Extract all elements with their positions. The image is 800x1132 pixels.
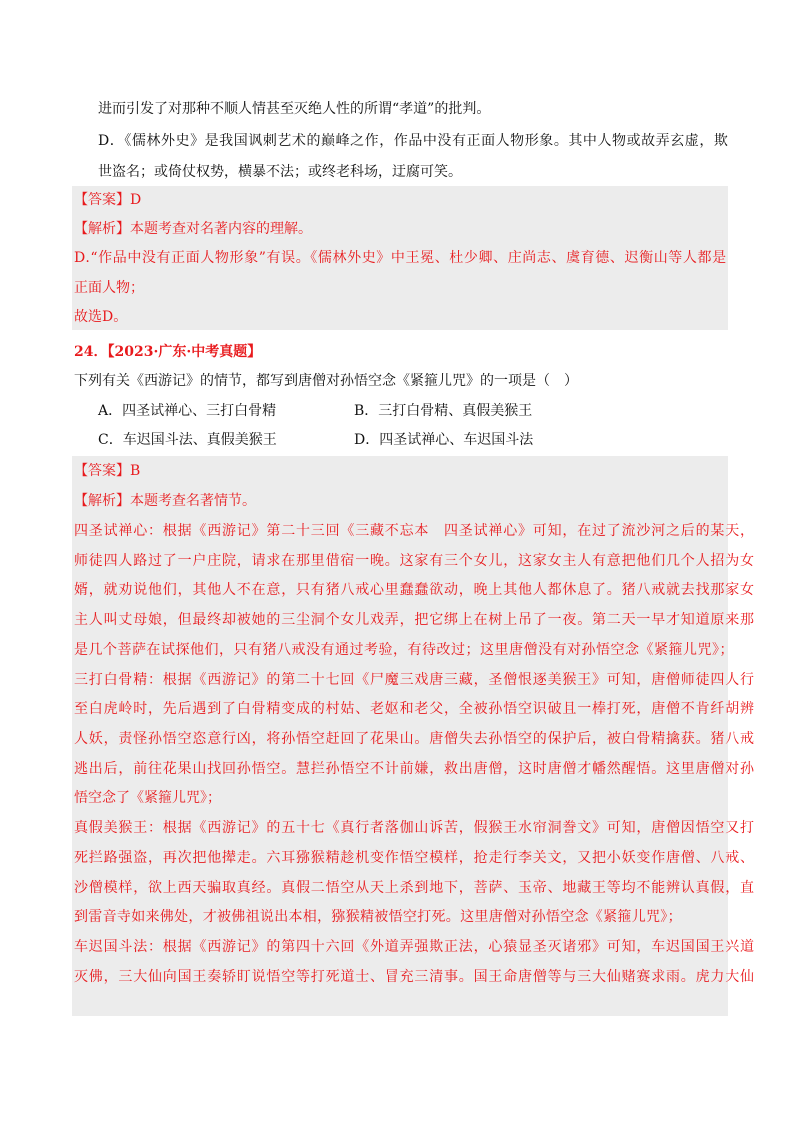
analysis-24-label: 【解析】本题考查名著情节。 — [74, 493, 256, 509]
analysis-23-detail-line2: 正面人物； — [74, 280, 144, 296]
analysis-23-conclusion: 故选D。 — [74, 309, 128, 325]
analysis-24-line: 婿，就劝说他们，其他人不在意，只有猪八戒心里蠢蠢欲动，晚上其他人都休息了。猪八戒就去找那家女 — [74, 582, 755, 598]
analysis-24-line: 是几个菩萨在试探他们，只有猪八戒没有通过考验，有待改过；这里唐僧没有对孙悟空念《紧箍儿咒》； — [74, 642, 734, 658]
analysis-24-line: 到雷音寺如来佛处，才被佛祖说出本相，猕猴精被悟空打死。这里唐僧对孙悟空念《紧箍儿咒》； — [74, 909, 682, 925]
answer-23-label: 【答案】D — [74, 192, 142, 208]
analysis-24-line: 人妖，责怪孙悟空恣意行凶，将孙悟空赶回了花果山。唐僧失去孙悟空的保护后，被白骨精擒获。猪八戒 — [74, 731, 755, 747]
analysis-24-line: 悟空念了《紧箍儿咒》； — [74, 790, 221, 806]
analysis-24-line: 真假美猴王：根据《西游记》的五十七《真行者落伽山诉苦，假猴王水帘洞誊文》可知，唐僧因悟空又打 — [74, 820, 755, 836]
analysis-24-line: 逃出后，前往花果山找回孙悟空。慧拦孙悟空不计前嫌，救出唐僧，这时唐僧才幡然醒悟。这里唐僧对孙 — [74, 761, 755, 777]
q23-option-d-line1: D．《儒林外史》是我国讽刺艺术的巅峰之作，作品中没有正面人物形象。其中人物或故弄玄虚，欺 — [98, 133, 729, 149]
analysis-24-line: 灭佛，三大仙向国王奏轿盯说悟空等打死道士、冒充三清事。国王命唐僧等与三大仙赌赛求雨。虎力大仙 — [74, 969, 755, 985]
analysis-23-label: 【解析】本题考查对名著内容的理解。 — [74, 221, 312, 237]
analysis-24-line: 死拦路强盗，再次把他撵走。六耳猕猴精趁机变作悟空模样，抢走行李关文，又把小妖变作唐僧、八戒、 — [74, 850, 755, 866]
q24-option-d: D．四圣试禅心、车迟国斗法 — [354, 432, 534, 448]
q23-option-c-continuation: 进而引发了对那种不顺人情甚至灭绝人性的所谓“孝道”的批判。 — [98, 101, 491, 117]
analysis-24-line: 沙僧模样，欲上西天骗取真经。真假二悟空从天上杀到地下，菩萨、玉帝、地藏王等均不能辨认真假，直 — [74, 880, 755, 896]
analysis-24-line: 至白虎岭时，先后遇到了白骨精变成的村姑、老妪和老父，全被孙悟空识破且一棒打死，唐僧不肯纤胡辨 — [74, 701, 755, 717]
analysis-24-line: 四圣试禅心：根据《西游记》第二十三回《三藏不忘本 四圣试禅心》可知，在过了流沙河之后的某天， — [74, 523, 755, 539]
q24-option-c: C．车迟国斗法、真假美猴王 — [98, 432, 277, 448]
q23-option-d-line2: 世盗名；或倚仗权势，横暴不法；或终老科场，迂腐可笑。 — [98, 164, 462, 180]
q24-option-b: B．三打白骨精、真假美猴王 — [354, 403, 533, 419]
analysis-23-detail-line1: D.“作品中没有正面人物形象”有误。《儒林外史》中王冕、杜少卿、庄尚志、虞育德、迟衡山等人都是 — [74, 250, 727, 266]
analysis-24-line: 车迟国斗法：根据《西游记》的第四十六回《外道弄强欺正法，心猿显圣灭诸邪》可知，车迟国国王兴道 — [74, 939, 755, 955]
q24-stem: 下列有关《西游记》的情节，都写到唐僧对孙悟空念《紧箍儿咒》的一项是（ ） — [74, 373, 578, 389]
q24-header: 24．【2023·广东·中考真题】 — [74, 344, 262, 360]
answer-24-label: 【答案】B — [74, 463, 141, 479]
analysis-24-line: 三打白骨精：根据《西游记》的第二十七回《尸魔三戏唐三藏，圣僧恨逐美猴王》可知，唐僧师徒四人行 — [74, 672, 755, 688]
analysis-24-line: 师徒四人路过了一户庄院，请求在那里借宿一晚。这家有三个女儿，这家女主人有意把他们几个人招为女 — [74, 553, 755, 569]
analysis-24-line: 主人叫丈母娘，但最终却被她的三尘洞个女儿戏弄，把它绑上在树上吊了一夜。第二天一早才知道原来那 — [74, 612, 755, 628]
q24-option-a: A．四圣试禅心、三打白骨精 — [98, 403, 277, 419]
